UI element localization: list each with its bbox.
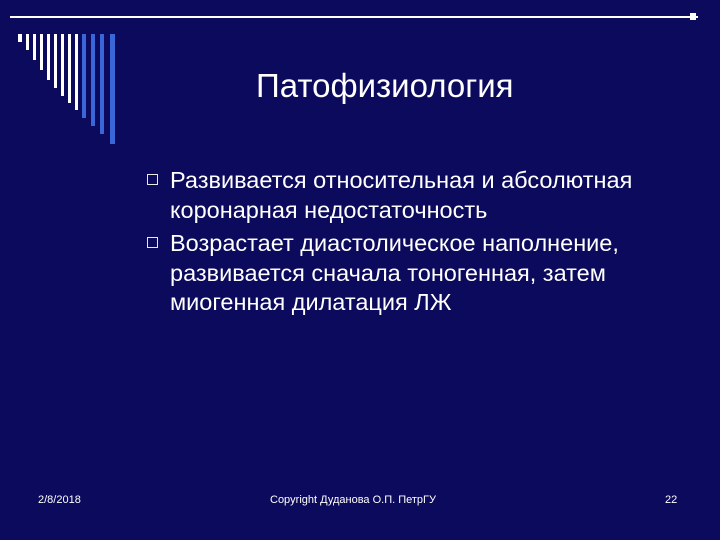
decorative-bar (18, 34, 22, 42)
decorative-bar (110, 34, 115, 144)
footer-page-number: 22 (665, 494, 678, 506)
bullet-item (147, 229, 667, 318)
bullet-text: Возрастает диастолическое наполнение, развивается сначала тоногенная, затем миогенная дилатация ЛЖ (170, 230, 619, 315)
square-bullet-icon (147, 237, 158, 248)
decorative-bar (68, 34, 71, 103)
decorative-bar (40, 34, 43, 70)
footer-date: 2/8/2018 (38, 494, 81, 506)
decorative-bar (47, 34, 50, 80)
decorative-bar (33, 34, 36, 60)
decorative-bar (54, 34, 57, 88)
decorative-bar (26, 34, 29, 50)
bullet-text: Развивается относительная и абсолютная коронарная недостаточность (170, 167, 633, 223)
decorative-bar (91, 34, 95, 126)
square-bullet-icon (147, 174, 158, 185)
decorative-bars (0, 0, 130, 150)
decorative-bar (75, 34, 78, 110)
footer-copyright: Copyright Дуданова О.П. ПетрГУ (270, 494, 436, 506)
slide-title: Патофизиология (256, 67, 514, 104)
decorative-bar (61, 34, 64, 96)
bullet-item (147, 166, 667, 225)
top-rule-end-marker (690, 13, 696, 20)
decorative-bar (100, 34, 104, 134)
bullet-list (147, 166, 667, 322)
decorative-bar (82, 34, 86, 118)
